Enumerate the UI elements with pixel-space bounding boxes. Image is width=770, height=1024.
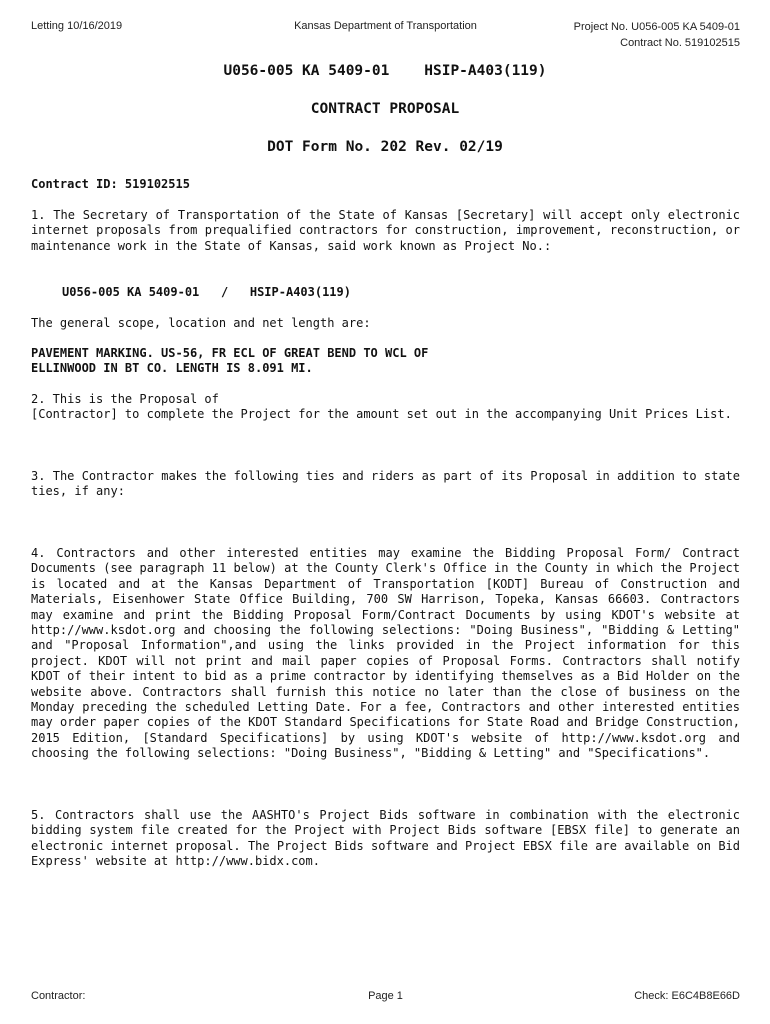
paragraph-2 [31, 392, 740, 423]
dot-form-title: DOT Form No. 202 Rev. 02/19 [267, 139, 503, 155]
scope-line-1: PAVEMENT MARKING. US-56, FR ECL OF GREAT BEND TO WCL OF [31, 346, 429, 360]
project-number-line: U056-005 KA 5409-01 / HSIP-A403(119) [62, 285, 351, 299]
scope-line-2: ELLINWOOD IN BT CO. LENGTH IS 8.091 MI. [31, 361, 313, 376]
project-ids-title: U056-005 KA 5409-01 HSIP-A403(119) [223, 63, 547, 79]
letting-date: Letting 10/16/2019 [31, 20, 123, 32]
scope-intro: The general scope, location and net length are: [31, 316, 371, 330]
paragraph-4: 4. Contractors and other interested entities may examine the Bidding Proposal Form/ Contract Documents (see paragraph 11 below) at the County Clerk's Office in the County in which the Project is located and at the Kansas Department of Transportation [KODT] Bureau of Construction and Materials, Eisenhower State Office Building, 700 SW Harrison, Topeka, Kansas 66603. Contractors may examine and print the Bidding Proposal Form/Contract Documents by using KDOT's website at http://www.ksdot.org and choosing the following selections: "Doing Business", "Bidding & Letting" and "Proposal Information",and using the links provided in the Project information for this project. KDOT will not print and mail paper copies of Proposal Forms. Contractors shall notify KDOT of their intent to bid as a prime contractor by identifying themselves as a Bid Holder on the website above. Contractors shall furnish this notice no later than the close of business on the Monday preceding the scheduled Letting Date. For a fee, Contractors and other interested entities may order paper copies of the KDOT Standard Specifications for State Road and Bridge Construction, 2015 Edition, [Standard Specifications] by using KDOT's website of http://www.ksdot.org and choosing the following selections: "Doing Business", "Bidding & Letting" and "Specifications". [31, 546, 740, 761]
header-project-no: Project No. U056-005 KA 5409-01 [573, 21, 740, 33]
page-number: Page 1 [368, 990, 403, 1002]
paragraph-1: 1. The Secretary of Transportation of the State of Kansas [Secretary] will accept only electronic internet proposals from prequalified contractors for construction, improvement, reconstruction, or maintenance work in the State of Kansas, said work known as Project No.: [31, 208, 740, 253]
page-footer [31, 990, 740, 1006]
paragraph-3: 3. The Contractor makes the following ties and riders as part of its Proposal in addition to state ties, if any: [31, 469, 740, 499]
agency-name: Kansas Department of Transportation [294, 20, 477, 32]
check-code: Check: E6C4B8E66D [634, 990, 740, 1002]
scope-description [31, 346, 740, 377]
header-project-info [574, 20, 740, 51]
header-contract-no: Contract No. 519102515 [620, 36, 740, 49]
paragraph-2-text: [Contractor] to complete the Project for the amount set out in the accompanying Unit Prices List. [31, 407, 732, 422]
contract-proposal-title: CONTRACT PROPOSAL [310, 101, 460, 117]
contract-id: Contract ID: 519102515 [31, 177, 190, 191]
paragraph-5: 5. Contractors shall use the AASHTO's Project Bids software in combination with the electronic bidding system file created for the Project with Project Bids software [EBSX file] to generate an electronic internet proposal. The Project Bids software and Project EBSX file are available on Bid Express' website at http://www.bidx.com. [31, 808, 740, 869]
page-header [31, 20, 740, 54]
contractor-label: Contractor: [31, 990, 86, 1002]
paragraph-2-line-1: 2. This is the Proposal of [31, 392, 219, 406]
